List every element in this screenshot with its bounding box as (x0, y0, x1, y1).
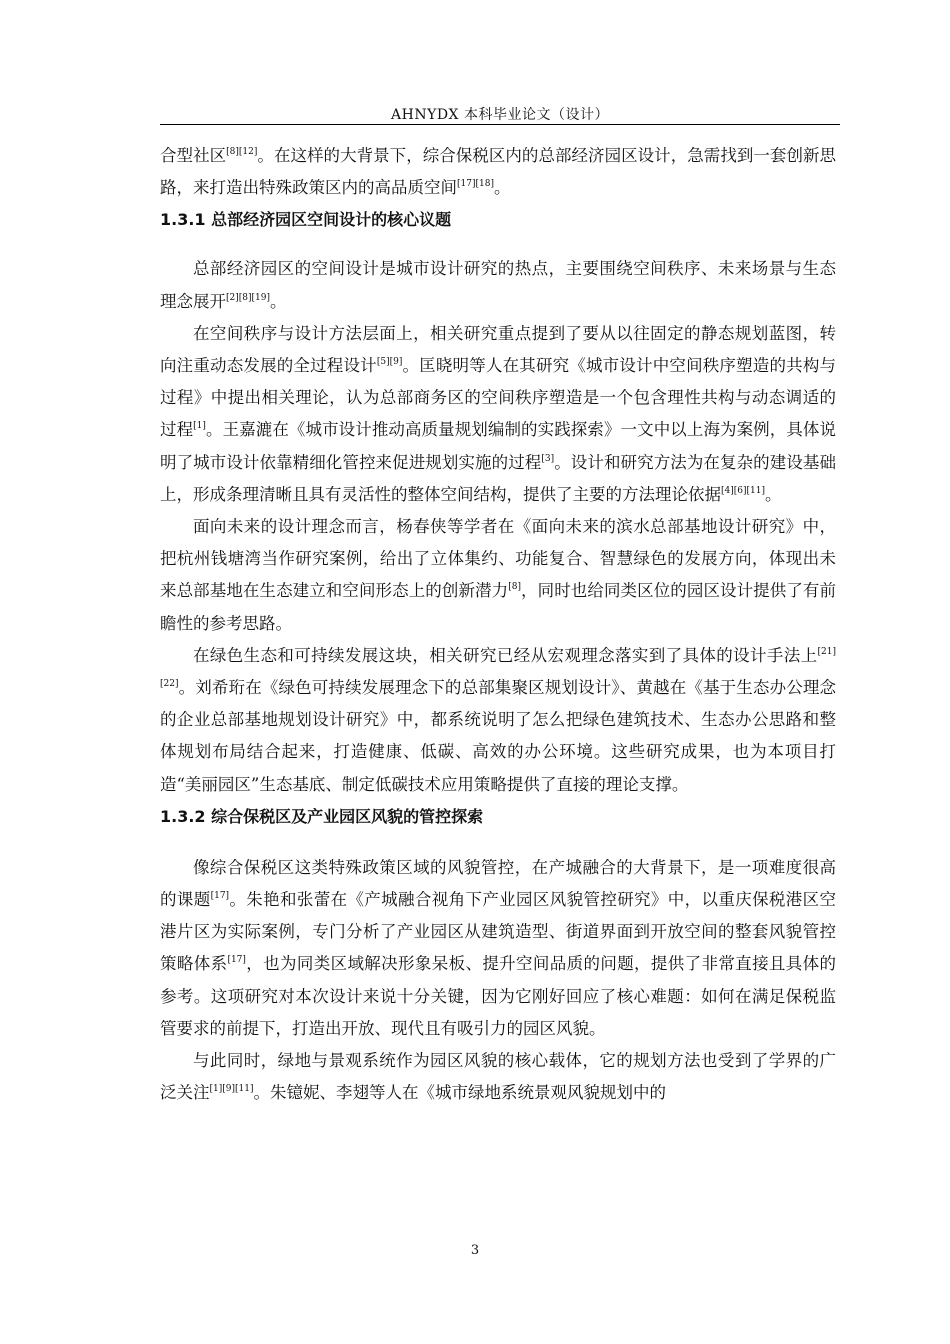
text-run: 。朱镱妮、李翅等人在《城市绿地系统景观风貌规划中的 (253, 1083, 666, 1103)
text-run: 像综合保税区这类特殊政策区域的风貌管控，在产城融合的大背景下，是一项难度很高的课题 (160, 857, 836, 910)
citation: [17] (227, 955, 246, 966)
citation: [21][22] (160, 646, 836, 690)
citation: [17] (210, 891, 230, 902)
paragraph (160, 140, 836, 204)
citation: [1][9][11] (209, 1084, 254, 1095)
paragraph (160, 318, 836, 511)
paragraph (160, 1045, 836, 1109)
citation: [2][8][19] (226, 292, 270, 303)
running-header: AHNYDX 本科毕业论文（设计） (391, 107, 609, 123)
text-run: 。王嘉漉在《城市设计推动高质量规划编制的实践探索》一文中以上海为案例，具体说明了城市设计依靠精细化管控来促进规划实施的过程 (160, 420, 837, 472)
text-run: ，同时也给同类区位的园区设计提供了有前瞻性的参考思路。 (160, 581, 837, 633)
citation: [5][9] (376, 357, 403, 368)
citation: [4][6][11] (721, 485, 765, 496)
text-run: 面向未来的设计理念而言，杨春侠等学者在《面向未来的滨水总部基地设计研究》中，把杭州钱塘湾当作研究案例，给出了立体集约、功能复合、智慧绿色的发展方向，体现出未来总部基地在生态建立和空间形态上的创新潜力 (160, 517, 836, 601)
citation: [17][18] (457, 179, 494, 190)
citation: [1] (193, 421, 206, 432)
text-run: 。 (493, 178, 511, 198)
header-rule (160, 124, 840, 125)
text-run: 。刘希珩在《绿色可持续发展理念下的总部集聚区规划设计》、黄越在《基于生态办公理念的企业总部基地规划设计研究》中，都系统说明了怎么把绿色建筑技术、生态办公思路和整体规划布局结合起来，打造健康、低碳、高效的办公环境。这些研究成果，也为本项目打造“美丽园区”生态基底、制定低碳技术应用策略提供了直接的理论支撑。 (160, 678, 836, 794)
text-run: 合型社区 (160, 146, 227, 165)
text-run: 。 (764, 484, 782, 504)
citation: [8][12] (226, 147, 258, 157)
text-run: 。匡晓明等人在其研究《城市设计中空间秩序塑造的共构与过程》中提出相关理论，认为总部商务区的空间秩序塑造是一个包含理性共构与动态调适的过程 (160, 356, 837, 440)
text-run: 。在这样的大背景下，综合保税区内的总部经济园区设计，急需找到一套创新思路，来打造出特殊政策区内的高品质空间 (160, 146, 837, 198)
text-run: 。 (269, 291, 287, 311)
page-number: 3 (470, 1243, 480, 1258)
paragraph (160, 640, 836, 801)
text-run: 在绿色生态和可持续发展这块，相关研究已经从宏观理念落实到了具体的设计手法上 (193, 645, 818, 665)
text-run: 在空间秩序与设计方法层面上，相关研究重点提到了要从以往固定的静态规划蓝图，转向注重动态发展的全过程设计 (160, 323, 836, 376)
citation: [8] (508, 582, 521, 593)
text-run: 与此同时，绿地与景观系统作为园区风貌的核心载体，它的规划方法也受到了学界的广泛关注 (160, 1051, 836, 1103)
paragraph (160, 852, 836, 1045)
text-run: 总部经济园区的空间设计是城市设计研究的热点，主要围绕空间秩序、未来场景与生态理念展开 (160, 259, 836, 311)
text-run: 。朱艳和张蕾在《产城融合视角下产业园区风貌管控研究》中，以重庆保税港区空港片区为实际案例，专门分析了产业园区从建筑造型、街道界面到开放空间的整套风貌管控策略体系 (160, 890, 836, 974)
section-heading: 1.3.2 综合保税区及产业园区风貌的管控探索 (160, 806, 484, 826)
paragraph (160, 253, 836, 317)
text-run: ，也为同类区域解决形象呆板、提升空间品质的问题，提供了非常直接且具体的参考。这项研究对本次设计来说十分关键，因为它刚好回应了核心难题：如何在满足保税监管要求的前提下，打造出开放、现代且有吸引力的园区风貌。 (160, 954, 836, 1038)
paragraph (160, 511, 836, 640)
citation: [3] (541, 453, 555, 464)
section-heading: 1.3.1 总部经济园区空间设计的核心议题 (160, 210, 452, 230)
text-run: 。设计和研究方法为在复杂的建设基础上，形成条理清晰且具有灵活性的整体空间结构，提供了主要的方法理论依据 (160, 452, 837, 504)
body-text (160, 140, 836, 1109)
